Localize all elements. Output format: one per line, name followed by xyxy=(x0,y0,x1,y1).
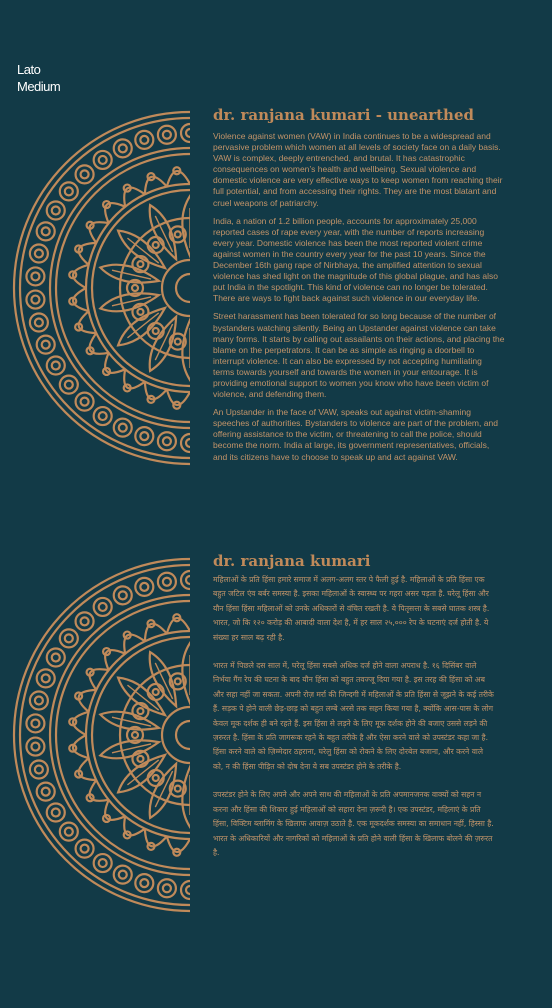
font-family-name: Lato xyxy=(17,62,41,77)
font-weight-name: Medium xyxy=(17,79,61,94)
hindi-paragraph: महिलाओं के प्रति हिंसा हमारे समाज में अलग-अलग स्तर पे फैली हुई है. महिलाओं के प्रति हिंसा एक बहुत जटिल एंव बर्बर समस्या है. इसका महिलाओं के स्वास्थ्य पर गहरा असर पड़ता है. घरेलू हिंसा और यौन हिंसा हिंसा महिलाओं को उनके अधिकारों से वंचित रखती है. ये पितृसत्ता के सबसे घातक शस्त्र है. भारत, जो कि १२० करोड़ की आबादी वाला देश है, में हर साल २५,००० रेप के घटनाएं दर्ज होती है. ये संख्या हर साल बढ़ रही है. xyxy=(213,575,490,642)
hindi-paragraph: उपस्टंडर होने के लिए अपने और अपने साथ की महिलाओं के प्रति अपमानजनक वाक्यों को सहन न करना और हिंसा की शिकार हुई महिलाओं को सहारा देना ज़रूरी है। एक उपस्टंडर, महिलाएं के प्रति हिंसा, विक्टिम ब्लामिंग के खिलाफ आवाज़ उठाते है. एक मूकदर्शक समस्या का समाधान नहीं, हिस्सा है. भारत के अधिकारियों और नागरिकों को महिलाओं के प्रति होने वाली हिंसा के खिलाफ बोलने की ज़रुरत है. xyxy=(213,790,494,857)
english-paragraph: An Upstander in the face of VAW, speaks out against victim-shaming speeches of authorities. Bystanders to violence are part of the problem, and offering assistance to the victim, or threatening to call the police, should become the norm. India at large, its government representatives, officials, and its citizens have to choose to speak up and act against VAW. xyxy=(213,407,498,462)
english-body xyxy=(213,131,505,470)
mandala-half-icon xyxy=(0,557,194,913)
hindi-section-title: dr. ranjana kumari xyxy=(213,552,371,570)
font-label xyxy=(17,61,60,95)
english-paragraph: Street harassment has been tolerated for so long because of the number of bystanders watching silently. Being an Upstander against violence can take many forms. It starts by calling out assailants on their actions, and placing the blame on the perpetrators. It can be as simple as ringing a doorbell to interrupt violence. It can also be expressed by not accepting humiliating terms towards yourself and towards the women in your entourage. It is providing emotional support to women you know who have been victim of violence, and defending them. xyxy=(213,311,505,400)
mandala-half-icon xyxy=(0,110,194,466)
hindi-paragraph: भारत में पिछले दस साल में, घरेलू हिंसा सबसे अधिक दर्ज होने वाला अपराध है. १६ दिसिंबर वाले निर्भया गैंग रेप की घटना के बाद यौन हिंसा को बहुत तवज्जू दिया गया है. इस तरह की हिंसा को अब और सहा नहीं जा सकता. अपनी रोज़ मर्रा की जिन्दगी में महिलाओं के प्रति हिंसा से जूझने के कई तरीके हैं. सड़क पे होने वाली छेड़-छाड़ को बहुत लम्बे अरसे तक सहन किया गया है, क्योंकि आस-पास के लोग केवल मूक दर्शक ही बने रहते हैं. इस हिंसा से लड़ने के लिए मूक दर्शक होने की बजाए उससे लड़ने की ज़रुरत है. हिंसा के प्रति जागरूक रहने के बहुत तरीके है और ऐसा करने वाले को उपस्टंडर कहा जा है. हिंसा करने वाले को ज़िम्मेदार ठहराना, घरेलु हिंसा को रोकने के लिए दोरबेल बजाना, और करने वाले को, न की हिंसा पीड़ित को दोष देना ये सब उपस्टंडर होने के तरीके है. xyxy=(213,661,494,771)
english-section-title: dr. ranjana kumari - unearthed xyxy=(213,106,474,124)
english-paragraph: India, a nation of 1.2 billion people, accounts for approximately 25,000 reported cases of rape every year, with the number of reports increasing every year. Domestic violence has been the most reported violent crime against women in the country every year for the past 10 years. Since the December 16th gang rape of Nirbhaya, the amplified attention to sexual violence has shed light on the magnitude of this global plague, and has also put India in the spotlight. This kind of violence can no longer be tolerated. There are ways to fight back against such violence in our everyday life. xyxy=(213,215,498,304)
hindi-body xyxy=(213,573,495,874)
english-paragraph: Violence against women (VAW) in India continues to be a widespread and pervasive problem which women at all levels of society face on a daily basis. VAW is complex, deeply entrenched, and brutal. It has catastrophic consequences on women’s health and wellbeing. Sexual violence and domestic violence are very effective ways to keep women from reaching their full potential, and from accessing their rights. They are the most blatant and cruel weapons of patriarchy. xyxy=(213,131,503,208)
